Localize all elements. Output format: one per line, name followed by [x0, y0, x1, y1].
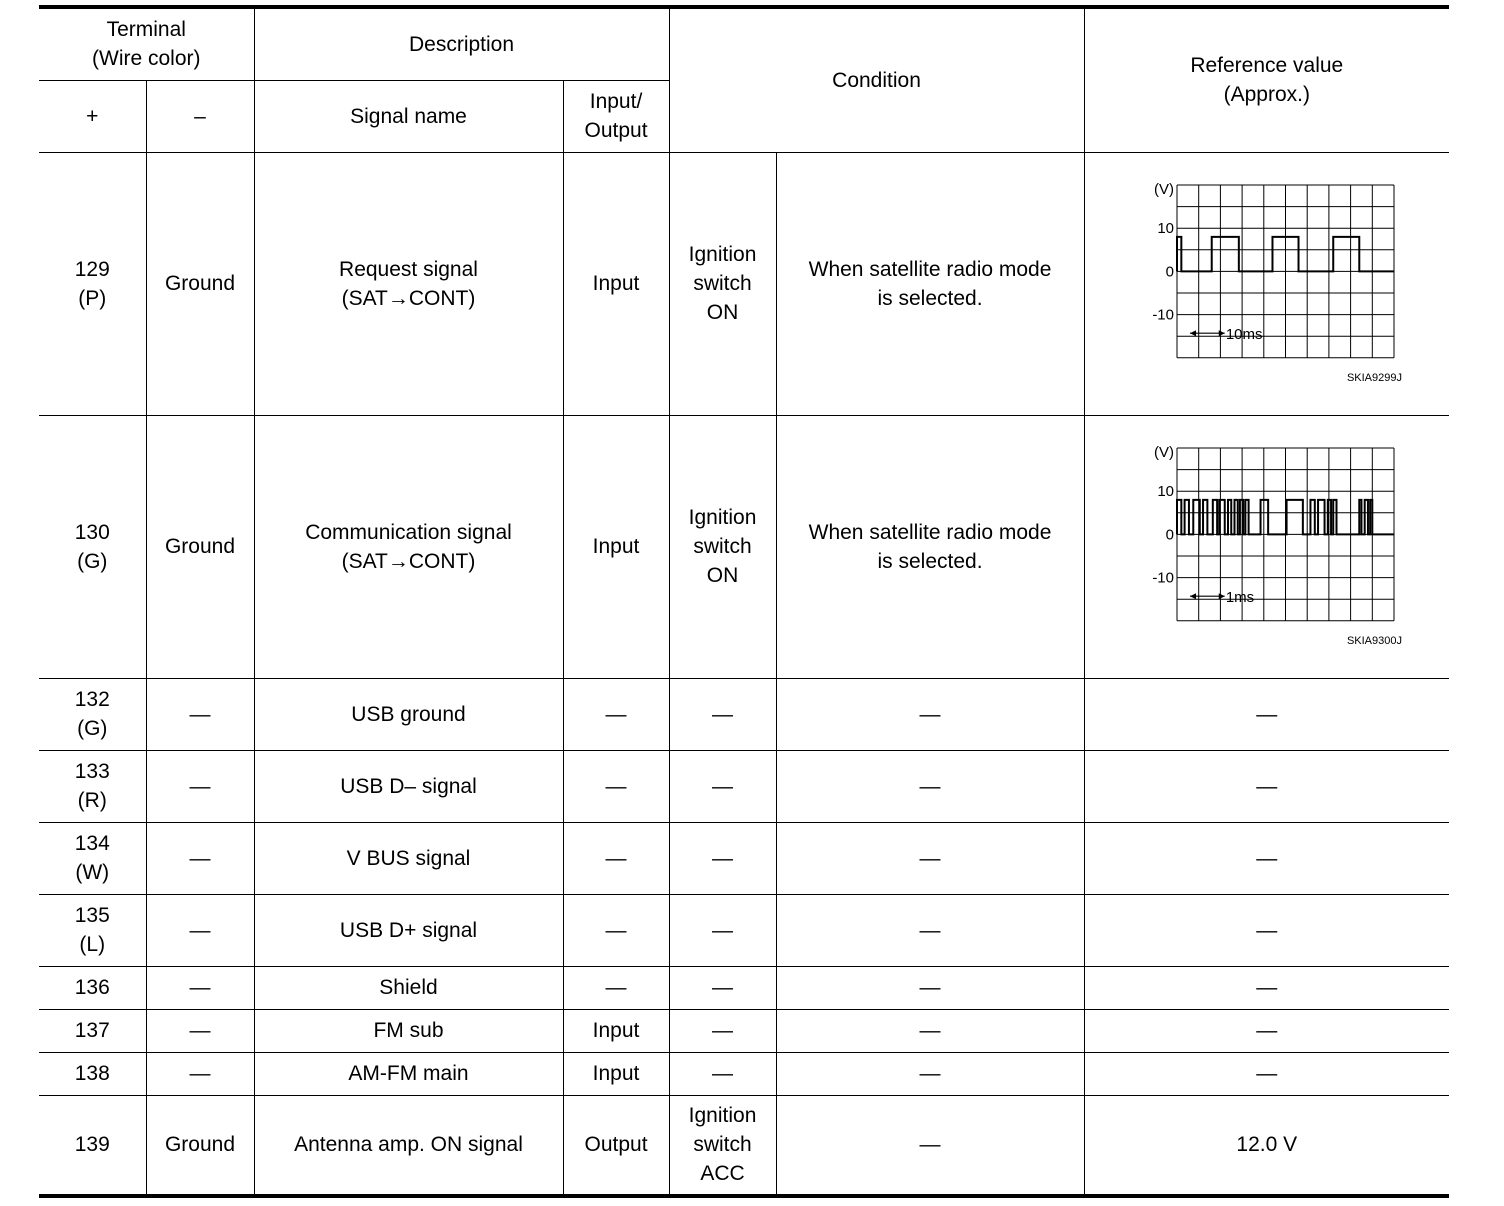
- table-row: [39, 1095, 1449, 1196]
- io-cell: —: [563, 750, 669, 822]
- table-row: [39, 415, 1449, 678]
- time-scale-arrow: [1190, 330, 1225, 336]
- table-header: [39, 7, 1449, 152]
- table-row: [39, 1009, 1449, 1052]
- io-cell: —: [563, 822, 669, 894]
- minus-cell: Ground: [146, 152, 254, 415]
- signal-name-header: Signal name: [254, 80, 563, 152]
- minus-cell: —: [146, 966, 254, 1009]
- condition-cell: Ignition switch ON: [669, 152, 776, 415]
- io-cell: —: [563, 894, 669, 966]
- waveform-graph: [1132, 181, 1402, 386]
- table-row: [39, 966, 1449, 1009]
- condition-detail-cell: —: [776, 822, 1084, 894]
- minus-cell: —: [146, 894, 254, 966]
- reference-value-cell: —: [1084, 966, 1449, 1009]
- io-cell: Input: [563, 415, 669, 678]
- condition-cell: —: [669, 1052, 776, 1095]
- y-unit-label: (V): [1153, 181, 1174, 198]
- minus-cell: Ground: [146, 1095, 254, 1196]
- condition-cell: —: [669, 750, 776, 822]
- table-row: [39, 822, 1449, 894]
- reference-value-cell: —: [1084, 750, 1449, 822]
- signal-name-cell: Request signal (SAT→CONT): [254, 152, 563, 415]
- reference-value-cell: —: [1084, 1009, 1449, 1052]
- y-tick-label: 0: [1165, 263, 1174, 281]
- table-body: [39, 152, 1449, 1196]
- minus-cell: —: [146, 678, 254, 750]
- time-scale-label: 1ms: [1225, 589, 1254, 607]
- terminal-cell: 139: [39, 1095, 146, 1196]
- minus-header: –: [146, 80, 254, 152]
- io-cell: —: [563, 966, 669, 1009]
- y-tick-label: -10: [1152, 569, 1174, 587]
- figure-id: SKIA9299J: [1346, 372, 1402, 384]
- signal-name-cell: USB ground: [254, 678, 563, 750]
- io-cell: Input: [563, 1009, 669, 1052]
- condition-detail-cell: —: [776, 678, 1084, 750]
- condition-cell: —: [669, 1009, 776, 1052]
- y-tick-label: -10: [1152, 306, 1174, 324]
- y-tick-label: 10: [1157, 483, 1174, 501]
- y-tick-label: 10: [1157, 220, 1174, 238]
- condition-detail-cell: When satellite radio mode is selected.: [776, 415, 1084, 678]
- terminal-cell: 137: [39, 1009, 146, 1052]
- io-cell: Input: [563, 1052, 669, 1095]
- condition-cell: Ignition switch ON: [669, 415, 776, 678]
- condition-detail-cell: —: [776, 750, 1084, 822]
- reference-value-cell: [1084, 152, 1449, 415]
- minus-cell: —: [146, 822, 254, 894]
- io-cell: Output: [563, 1095, 669, 1196]
- table-row: [39, 678, 1449, 750]
- minus-cell: —: [146, 1052, 254, 1095]
- condition-header: Condition: [669, 7, 1084, 152]
- minus-cell: —: [146, 1009, 254, 1052]
- minus-cell: —: [146, 750, 254, 822]
- condition-detail-cell: —: [776, 1095, 1084, 1196]
- table-row: [39, 1052, 1449, 1095]
- description-header: Description: [254, 7, 669, 80]
- condition-cell: —: [669, 966, 776, 1009]
- condition-detail-cell: —: [776, 894, 1084, 966]
- condition-cell: —: [669, 822, 776, 894]
- table-row: [39, 894, 1449, 966]
- reference-header: Reference value (Approx.): [1084, 7, 1449, 152]
- signal-name-cell: Antenna amp. ON signal: [254, 1095, 563, 1196]
- terminal-cell: 136: [39, 966, 146, 1009]
- figure-id: SKIA9300J: [1346, 635, 1402, 647]
- minus-cell: Ground: [146, 415, 254, 678]
- reference-value-cell: 12.0 V: [1084, 1095, 1449, 1196]
- waveform-graph: [1132, 444, 1402, 649]
- terminal-cell: 133 (R): [39, 750, 146, 822]
- terminal-cell: 129 (P): [39, 152, 146, 415]
- signal-name-cell: Communication signal (SAT→CONT): [254, 415, 563, 678]
- io-cell: —: [563, 678, 669, 750]
- signal-name-cell: FM sub: [254, 1009, 563, 1052]
- time-scale-label: 10ms: [1225, 326, 1263, 344]
- signal-name-cell: V BUS signal: [254, 822, 563, 894]
- reference-value-cell: —: [1084, 678, 1449, 750]
- signal-name-cell: USB D– signal: [254, 750, 563, 822]
- condition-cell: Ignition switch ACC: [669, 1095, 776, 1196]
- signal-name-cell: Shield: [254, 966, 563, 1009]
- y-tick-label: 0: [1165, 526, 1174, 544]
- input-output-header: Input/ Output: [563, 80, 669, 152]
- terminal-header: Terminal (Wire color): [39, 7, 254, 80]
- signal-name-cell: AM-FM main: [254, 1052, 563, 1095]
- reference-value-cell: —: [1084, 1052, 1449, 1095]
- terminal-cell: 134 (W): [39, 822, 146, 894]
- io-cell: Input: [563, 152, 669, 415]
- reference-value-cell: [1084, 415, 1449, 678]
- table-row: [39, 750, 1449, 822]
- condition-cell: —: [669, 894, 776, 966]
- condition-detail-cell: —: [776, 966, 1084, 1009]
- reference-value-cell: —: [1084, 822, 1449, 894]
- time-scale-arrow: [1190, 593, 1225, 599]
- terminal-cell: 135 (L): [39, 894, 146, 966]
- terminal-cell: 138: [39, 1052, 146, 1095]
- condition-detail-cell: —: [776, 1009, 1084, 1052]
- plus-header: +: [39, 80, 146, 152]
- table-row: [39, 152, 1449, 415]
- y-unit-label: (V): [1153, 444, 1174, 461]
- signal-name-cell: USB D+ signal: [254, 894, 563, 966]
- reference-value-cell: —: [1084, 894, 1449, 966]
- condition-cell: —: [669, 678, 776, 750]
- condition-detail-cell: —: [776, 1052, 1084, 1095]
- condition-detail-cell: When satellite radio mode is selected.: [776, 152, 1084, 415]
- terminal-cell: 130 (G): [39, 415, 146, 678]
- terminal-spec-table: [39, 5, 1449, 1198]
- terminal-cell: 132 (G): [39, 678, 146, 750]
